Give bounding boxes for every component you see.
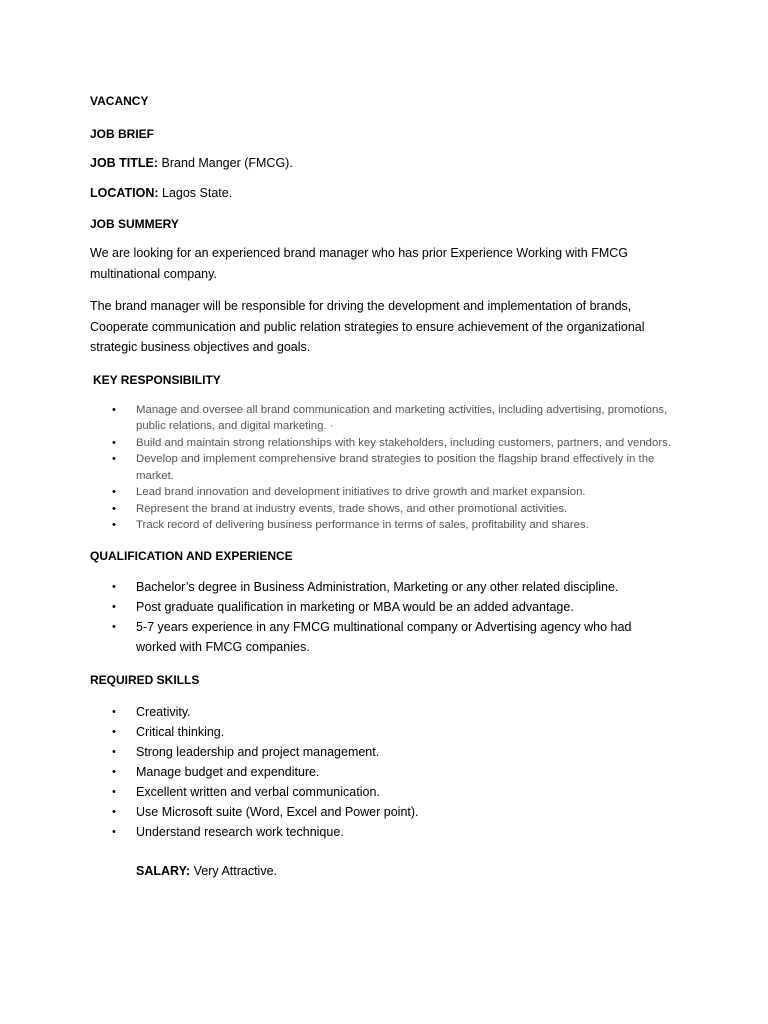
list-item — [90, 577, 675, 597]
bullet-icon: • — [112, 725, 116, 738]
list-item-text: Excellent written and verbal communication. — [136, 784, 380, 799]
list-item-text: Strong leadership and project management. — [136, 744, 380, 759]
document-body — [90, 93, 675, 881]
bullet-icon: • — [112, 453, 116, 465]
list-item-text: Manage and oversee all brand communication and marketing activities, including advertising, promotions, public relations, and digital marketing. · — [136, 403, 668, 432]
bullet-icon: • — [112, 519, 116, 531]
bullet-icon: • — [112, 765, 116, 778]
list-item-text: Understand research work technique. — [136, 824, 344, 839]
bullet-icon: • — [112, 403, 116, 416]
bullet-icon: • — [112, 600, 116, 613]
vacancy-heading: VACANCY — [90, 94, 149, 108]
list-item — [90, 722, 675, 742]
list-item-text: Use Microsoft suite (Word, Excel and Power point). — [136, 804, 419, 819]
list-item-text: Track record of delivering business performance in terms of sales, profitability and shares. — [136, 519, 589, 531]
list-item-text: Build and maintain strong relationships with key stakeholders, including customers, partners, and vendors. — [136, 436, 672, 449]
list-item-text: Lead brand innovation and development initiatives to drive growth and market expansion. — [136, 486, 586, 498]
summary-paragraph-1: We are looking for an experienced brand manager who has prior Experience Working with FMCG multinational company. — [90, 246, 628, 281]
salary-value: Very Attractive. — [190, 863, 278, 878]
list-item-text: Represent the brand at industry events, trade shows, and other promotional activities. — [136, 502, 568, 515]
qualification-list — [90, 577, 675, 657]
list-item-text: Manage budget and expenditure. — [136, 764, 320, 779]
responsibility-list — [90, 402, 675, 534]
list-item — [90, 702, 675, 722]
location-value: Lagos State. — [158, 186, 233, 200]
key-responsibility-heading: KEY RESPONSIBILITY — [93, 372, 221, 387]
bullet-icon: • — [112, 785, 116, 798]
list-item — [90, 501, 675, 518]
list-item — [90, 742, 675, 762]
job-title-label: JOB TITLE: — [90, 156, 159, 170]
job-title-line — [90, 155, 675, 172]
list-item — [90, 617, 675, 657]
list-item — [90, 802, 675, 822]
bullet-icon: • — [112, 620, 116, 633]
list-item-text: Bachelor’s degree in Business Administration, Marketing or any other related discipline. — [136, 579, 619, 594]
bullet-icon: • — [112, 580, 116, 593]
list-item-text: 5-7 years experience in any FMCG multinational company or Advertising agency who had worked with FMCG companies. — [136, 619, 632, 654]
location-line — [90, 185, 675, 202]
list-item — [90, 451, 675, 484]
list-item-text: Post graduate qualification in marketing or MBA would be an added advantage. — [136, 599, 574, 614]
list-item — [90, 762, 675, 782]
job-title-value: Brand Manger (FMCG). — [158, 156, 293, 170]
list-item-text: Creativity. — [136, 704, 191, 719]
required-skills-heading: REQUIRED SKILLS — [90, 672, 200, 687]
salary-line — [90, 861, 675, 881]
bullet-icon: • — [112, 436, 116, 449]
list-item — [90, 517, 675, 534]
skills-list — [90, 702, 675, 842]
list-item — [90, 435, 675, 452]
bullet-icon: • — [112, 745, 116, 758]
bullet-icon: • — [112, 825, 116, 838]
location-label: LOCATION: — [90, 186, 159, 200]
list-item-text: Develop and implement comprehensive brand strategies to position the flagship brand effectively in the market. — [136, 453, 655, 482]
bullet-icon: • — [112, 705, 116, 718]
salary-label: SALARY: — [136, 863, 191, 878]
bullet-icon: • — [112, 805, 116, 818]
list-item — [90, 597, 675, 617]
bullet-icon: • — [112, 502, 116, 515]
list-item — [90, 484, 675, 501]
bullet-icon: • — [112, 486, 116, 498]
job-brief-heading: JOB BRIEF — [90, 127, 155, 141]
job-summary-heading: JOB SUMMERY — [90, 217, 179, 231]
list-item-text: Critical thinking. — [136, 724, 225, 739]
qualification-heading: QUALIFICATION AND EXPERIENCE — [90, 548, 293, 563]
list-item — [90, 782, 675, 802]
list-item — [90, 822, 675, 842]
summary-paragraph-2: The brand manager will be responsible for driving the development and implementation of brands, Cooperate communication and public relation strategies to ensure achievement of the organizational strategic business objectives and goals. — [90, 299, 645, 354]
list-item — [90, 402, 675, 435]
